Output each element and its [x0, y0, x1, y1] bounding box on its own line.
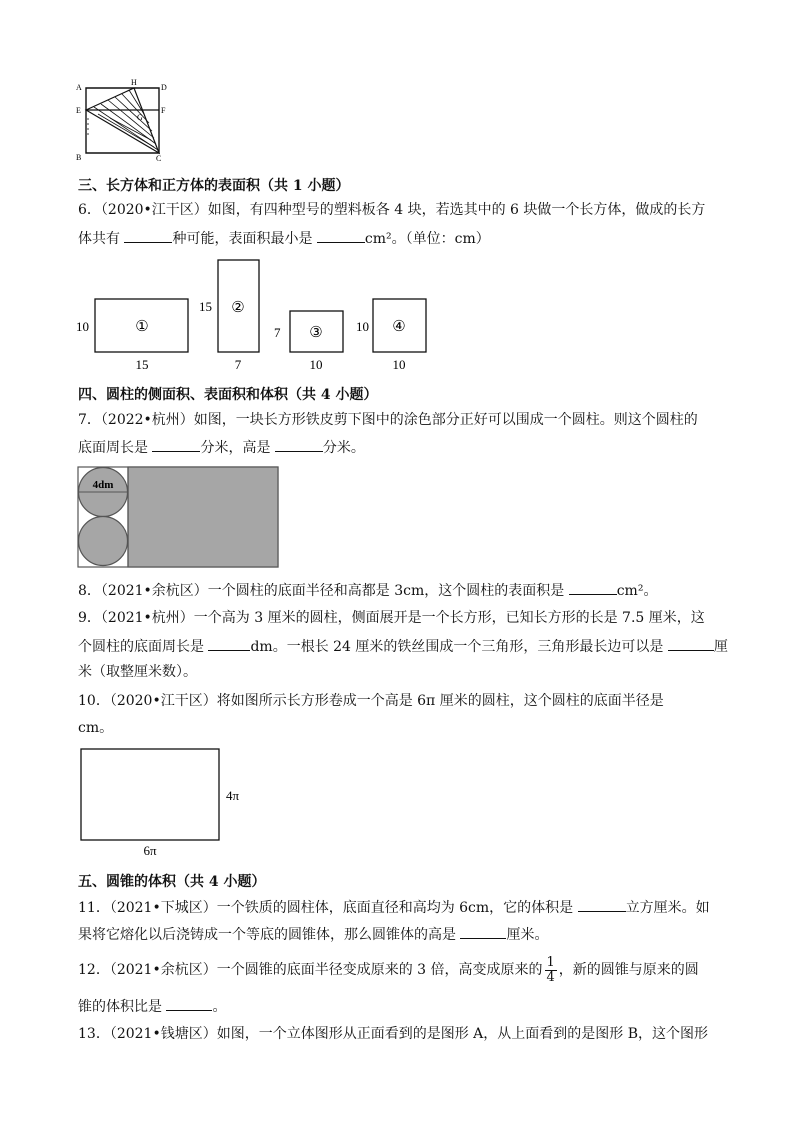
q7-line1: 7．（2022•杭州）如图，一块长方形铁皮剪下图中的涂色部分正好可以围成一个圆柱。则这个圆柱的: [78, 412, 698, 428]
board-3-side: 7: [274, 325, 281, 340]
section-3-title: 三、长方体和正方体的表面积（共 1 小题）: [78, 178, 350, 194]
q12-line1: 12．（2021•余杭区）一个圆锥的底面半径变成原来的 3 倍，高变成原来的 $\frac{1}{4}$ ，新的圆锥与原来的圆: [78, 954, 699, 985]
q12-line2: 锥的体积比是 。: [78, 996, 226, 1017]
diameter-label: 4dm: [92, 479, 114, 491]
q11-blank-2[interactable]: [460, 924, 506, 939]
board-4-side: 10: [356, 319, 369, 334]
q8-blank[interactable]: [569, 580, 617, 595]
board-1-side: 10: [76, 319, 89, 334]
label-G: G: [137, 113, 143, 122]
board-2-bottom: 7: [234, 357, 242, 372]
label-E: E: [76, 106, 81, 115]
label-B: B: [76, 153, 82, 162]
rectangle-figure: [78, 745, 248, 859]
q13-line1: 13．（2021•钱塘区）如图，一个立体图形从正面看到的是图形 A，从上面看到的是图形 B，这个图形: [78, 1026, 708, 1042]
q11-line1: 11．（2021•下城区）一个铁质的圆柱体，底面直径和高均为 6cm，它的体积是 立方厘米。如: [78, 897, 710, 918]
q6-blank-2[interactable]: [317, 228, 365, 243]
board-4-mark: ④: [392, 319, 406, 335]
board-2-mark: ②: [231, 300, 245, 316]
q9-line3: 米（取整厘米数）。: [78, 664, 197, 680]
fraction-one-quarter: $\frac{1}{4}$: [546, 954, 555, 985]
label-F: F: [161, 106, 166, 115]
rect-bottom-label: 6π: [143, 843, 157, 858]
board-3-mark: ③: [309, 325, 323, 341]
label-A: A: [76, 83, 82, 92]
q9-blank-1[interactable]: [208, 636, 250, 651]
board-1-mark: ①: [135, 319, 149, 335]
sheet-figure: [77, 465, 281, 569]
q7-line2: 底面周长是 分米，高是 分米。: [78, 437, 365, 458]
q6-line2: 体共有 种可能，表面积最小是 cm²。（单位：cm）: [78, 228, 490, 249]
section-5-title: 五、圆锥的体积（共 4 小题）: [78, 874, 266, 890]
q10-line1: 10．（2020•江干区）将如图所示长方形卷成一个高是 6π 厘米的圆柱，这个圆柱的底面半径是: [78, 693, 664, 709]
rect-side-label: 4π: [226, 788, 240, 803]
q9-line2: 个圆柱的底面周长是 dm。一根长 24 厘米的铁丝围成一个三角形，三角形最长边可以是 厘: [78, 636, 728, 657]
q7-blank-1[interactable]: [152, 437, 200, 452]
q8-line: 8．（2021•余杭区）一个圆柱的底面半径和高都是 3cm，这个圆柱的表面积是 cm²。: [78, 580, 657, 601]
q11-line2: 果将它熔化以后浇铸成一个等底的圆锥体，那么圆锥体的高是 厘米。: [78, 924, 548, 945]
q7-blank-2[interactable]: [275, 437, 323, 452]
geometry-figure-top: [74, 78, 174, 164]
section-4-title: 四、圆柱的侧面积、表面积和体积（共 4 小题）: [78, 387, 378, 403]
q6-blank-1[interactable]: [124, 228, 172, 243]
board-3-bottom: 10: [309, 357, 323, 372]
q11-blank-1[interactable]: [578, 897, 626, 912]
label-D: D: [161, 83, 167, 92]
label-H: H: [131, 78, 137, 87]
q9-blank-2[interactable]: [668, 636, 714, 651]
board-4-bottom: 10: [392, 357, 406, 372]
boards-figure: [72, 256, 442, 374]
board-1-bottom: 15: [135, 357, 149, 372]
label-C: C: [156, 154, 162, 163]
q6-line1: 6．（2020•江干区）如图，有四种型号的塑料板各 4 块，若选其中的 6 块做一个长方体，做成的长方: [78, 202, 706, 218]
board-2-side: 15: [199, 299, 212, 314]
q12-blank[interactable]: [166, 996, 212, 1011]
q9-line1: 9．（2021•杭州）一个高为 3 厘米的圆柱，侧面展开是一个长方形，已知长方形的长是 7.5 厘米，这: [78, 610, 705, 626]
q10-line2: cm。: [78, 720, 114, 736]
